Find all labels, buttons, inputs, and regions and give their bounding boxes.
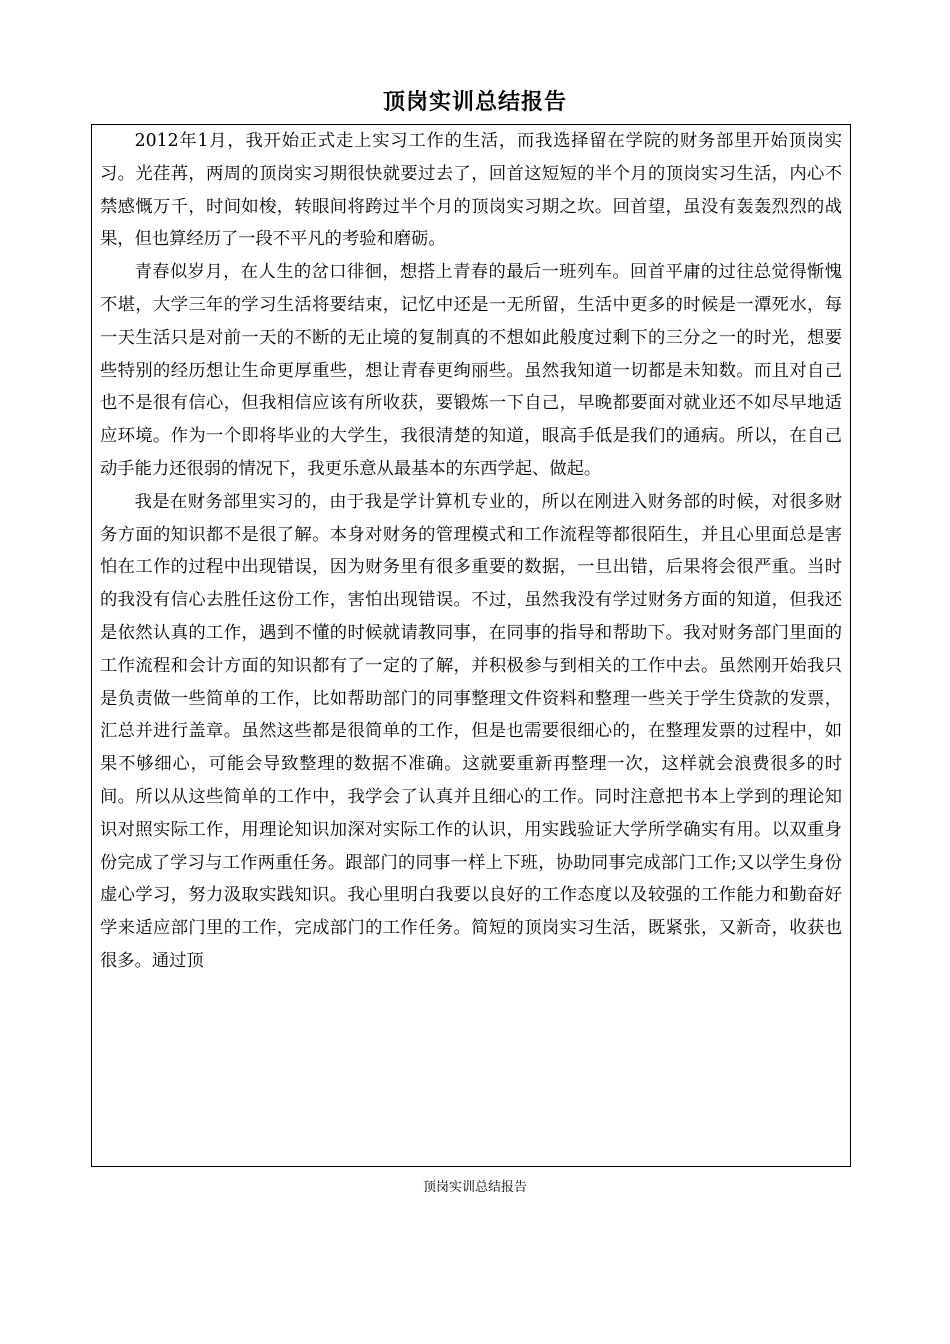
page-title: 顶岗实训总结报告 (382, 90, 567, 115)
paragraph: 青春似岁月，在人生的岔口徘徊，想搭上青春的最后一班列车。回首平庸的过往总觉得惭愧不堪，大学三年的学习生活将要结束，记忆中还是一无所留，生活中更多的时候是一潭死水，每一天生活只是对前一天的不断的无止境的复制真的不想如此般度过剩下的三分之一的时光，想要些特别的经历想让生命更厚重些，想让青春更绚丽些。虽然我知道一切都是未知数。而且对自己也不是很有信心，但我相信应该有所收获，要锻炼一下自己，早晚都要面对就业还不如尽早地适应环境。作为一个即将毕业的大学生，我很清楚的知道，眼高手低是我们的通病。所以，在自己动手能力还很弱的情况下，我更乐意从最基本的东西学起、做起。 (100, 262, 842, 479)
page-footer: 顶岗实训总结报告 (422, 1180, 527, 1195)
report-body (100, 125, 842, 978)
paragraph: 2012年1月，我开始正式走上实习工作的生活，而我选择留在学院的财务部里开始顶岗实习。光荏苒，两周的顶岗实习期很快就要过去了，回首这短短的半个月的顶岗实习生活，内心不禁感慨万千，时间如梭，转眼间将跨过半个月的顶岗实习期之坎。回首望，虽没有轰轰烈烈的战果，但也算经历了一段不平凡的考验和磨砺。 (100, 131, 842, 250)
paragraph: 我是在财务部里实习的，由于我是学计算机专业的，所以在刚进入财务部的时候，对很多财务方面的知识都不是很了解。本身对财务的管理模式和工作流程等都很陌生，并且心里面总是害怕在工作的过程中出现错误，因为财务里有很多重要的数据，一旦出错，后果将会很严重。当时的我没有信心去胜任这份工作，害怕出现错误。不过，虽然我没有学过财务方面的知道，但我还是依然认真的工作，遇到不懂的时候就请教同事，在同事的指导和帮助下。我对财务部门里面的工作流程和会计方面的知识都有了一定的了解，并积极参与到相关的工作中去。虽然刚开始我只是负责做一些简单的工作，比如帮助部门的同事整理文件资料和整理一些关于学生贷款的发票，汇总并进行盖章。虽然这些都是很简单的工作，但是也需要很细心的，在整理发票的过程中，如果不够细心，可能会导致整理的数据不准确。这就要重新再整理一次，这样就会浪费很多的时间。所以从这些简单的工作中，我学会了认真并且细心的工作。同时注意把书本上学到的理论知识对照实际工作，用理论知识加深对实际工作的认识，用实践验证大学所学确实有用。以双重身份完成了学习与工作两重任务。跟部门的同事一样上下班，协助同事完成部门工作;又以学生身份虚心学习，努力汲取实践知识。我心里明白我要以良好的工作态度以及较强的工作能力和勤奋好学来适应部门里的工作，完成部门的工作任务。简短的顶岗实习生活，既紧张，又新奇，收获也很多。通过顶 (100, 491, 842, 971)
report-frame (91, 124, 851, 1167)
